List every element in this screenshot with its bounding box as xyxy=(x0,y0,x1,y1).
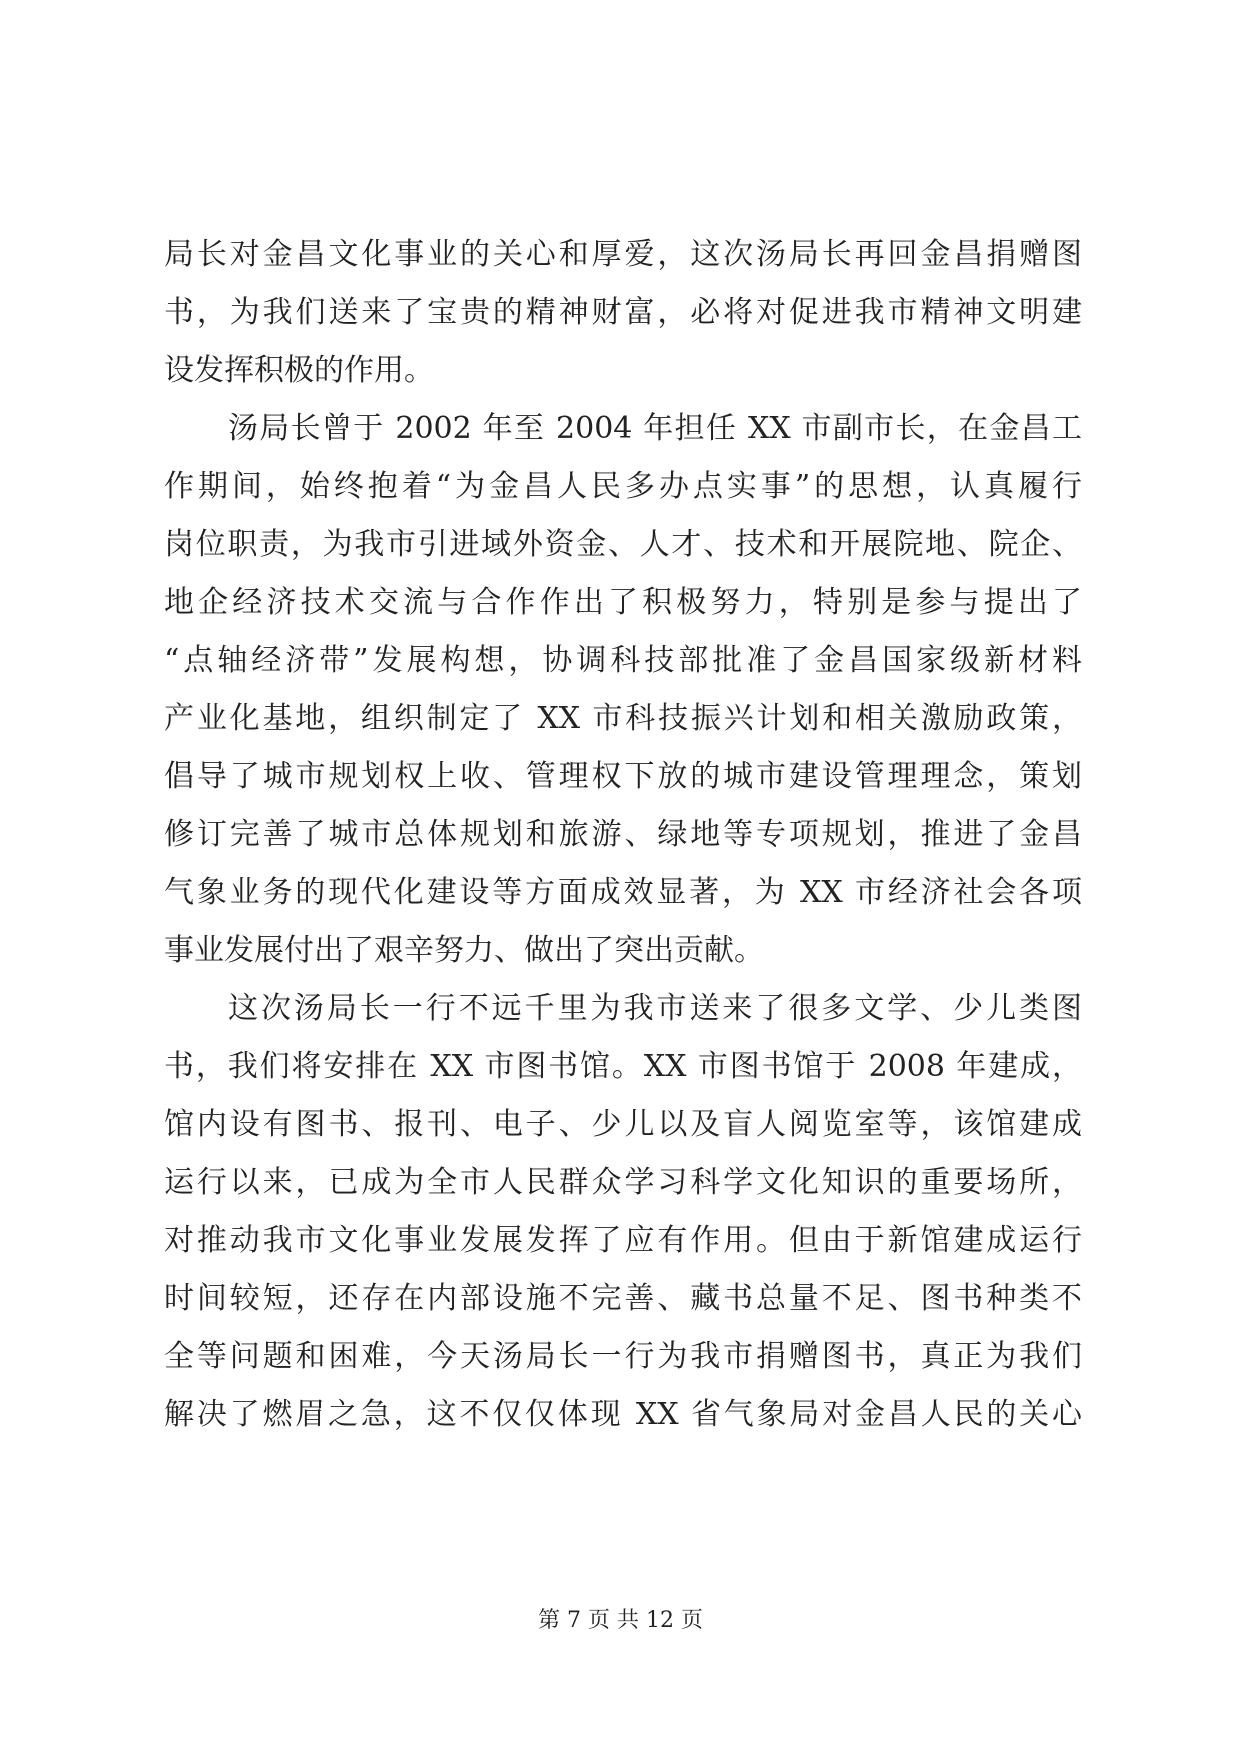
text-line: 馆内设有图书、报刊、电子、少儿以及盲人阅览室等，该馆建成 xyxy=(164,1107,1082,1142)
text-line: 运行以来，已成为全市人民群众学习科学文化知识的重要场所， xyxy=(164,1165,1082,1200)
page-number-footer: 第 7 页 共 12 页 xyxy=(538,1608,703,1633)
text-line: 时间较短，还存在内部设施不完善、藏书总量不足、图书种类不 xyxy=(164,1281,1082,1316)
text-line: 对推动我市文化事业发展发挥了应有作用。但由于新馆建成运行 xyxy=(164,1223,1082,1258)
text-line: 岗位职责，为我市引进域外资金、人才、技术和开展院地、院企、 xyxy=(164,527,1082,562)
text-line: 局长对金昌文化事业的关心和厚爱，这次汤局长再回金昌捐赠图 xyxy=(164,237,1082,272)
text-line: 汤局长曾于 2002 年至 2004 年担任 XX 市副市长，在金昌工 xyxy=(228,411,1082,446)
document-body xyxy=(164,226,1082,1444)
text-line: 修订完善了城市总体规划和旅游、绿地等专项规划，推进了金昌 xyxy=(164,817,1082,852)
text-line: 设发挥积极的作用。 xyxy=(164,353,434,388)
text-line: 地企经济技术交流与合作作出了积极努力，特别是参与提出了 xyxy=(164,585,1082,620)
text-line: 全等问题和困难，今天汤局长一行为我市捐赠图书，真正为我们 xyxy=(164,1339,1082,1374)
text-line: 事业发展付出了艰辛努力、做出了突出贡献。 xyxy=(164,933,764,968)
text-line: 书，我们将安排在 XX 市图书馆。XX 市图书馆于 2008 年建成， xyxy=(164,1049,1082,1084)
text-line: 书，为我们送来了宝贵的精神财富，必将对促进我市精神文明建 xyxy=(164,295,1082,330)
text-line: 产业化基地，组织制定了 XX 市科技振兴计划和相关激励政策， xyxy=(164,701,1082,736)
text-line: 作期间，始终抱着“为金昌人民多办点实事”的思想，认真履行 xyxy=(164,469,1082,504)
text-line: 解决了燃眉之急，这不仅仅体现 XX 省气象局对金昌人民的关心 xyxy=(164,1397,1082,1432)
text-line: 这次汤局长一行不远千里为我市送来了很多文学、少儿类图 xyxy=(228,991,1082,1026)
text-line: “点轴经济带”发展构想，协调科技部批准了金昌国家级新材料 xyxy=(164,643,1082,678)
text-line: 倡导了城市规划权上收、管理权下放的城市建设管理理念，策划 xyxy=(164,759,1082,794)
text-line: 气象业务的现代化建设等方面成效显著，为 XX 市经济社会各项 xyxy=(164,875,1082,910)
